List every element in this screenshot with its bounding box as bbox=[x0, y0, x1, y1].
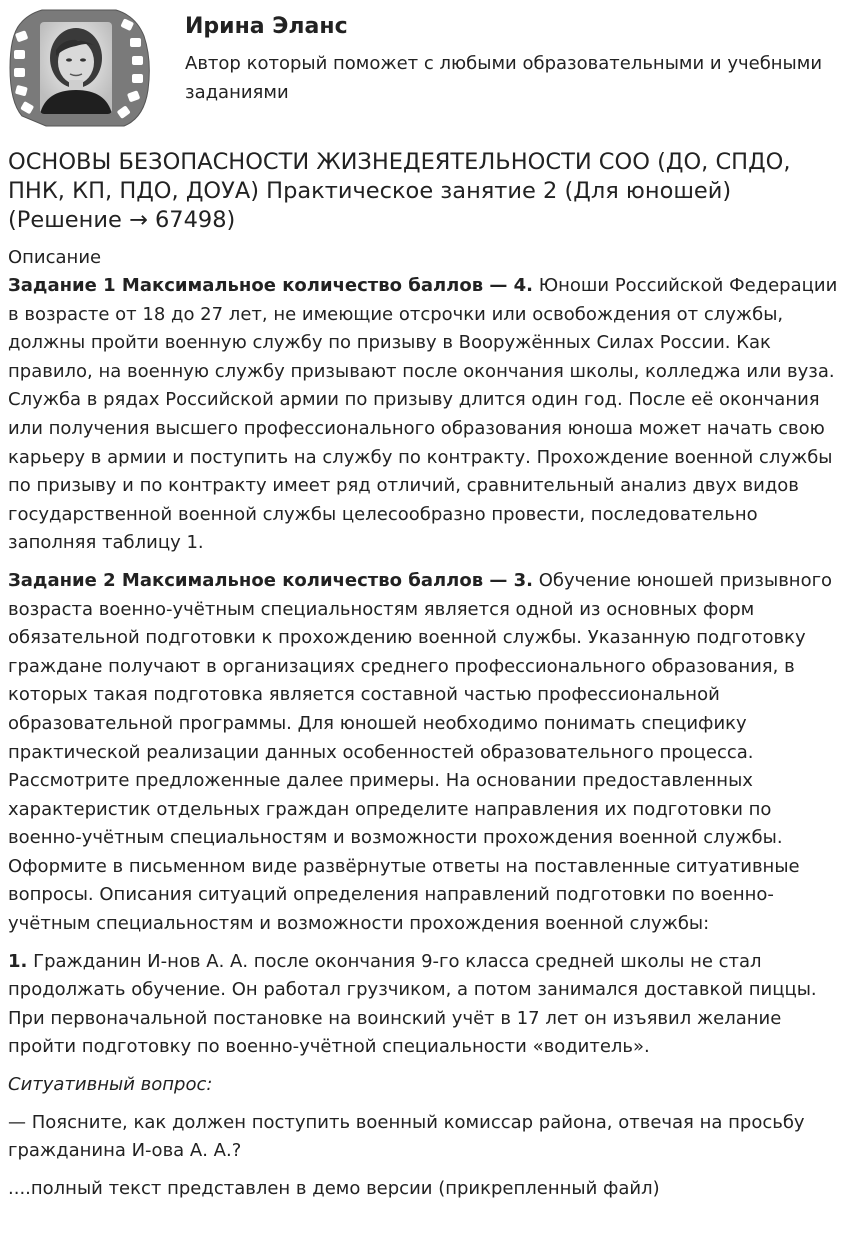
author-header bbox=[0, 0, 847, 140]
task-1-heading: Задание 1 Максимальное количество баллов — 4. bbox=[8, 275, 533, 296]
task-2-text: Обучение юношей призывного возраста военно-учётным специальностям является одной из основных форм обязательной подготовки к прохождению военной службы. Указанную подготовку граждане получают в организациях среднего профессионального образования, в которых такая подготовка является составной частью профессиональной образовательной программы. Для юношей необходимо понимать специфику практической реализации данных особенностей образовательного процесса. Рассмотрите предложенные далее примеры. На основании предоставленных характеристик отдельных граждан определите направления их подготовки по военно-учётным специальностям и возможности прохождения военной службы. Оформите в письменном виде развёрнутые ответы на поставленные ситуативные вопросы. Описания ситуаций определения направлений подготовки по военно-учётным специальностям и возможности прохождения военной службы: bbox=[8, 569, 833, 935]
author-avatar[interactable] bbox=[6, 6, 152, 130]
author-name[interactable]: Ирина Эланс bbox=[185, 14, 348, 39]
document-title: ОСНОВЫ БЕЗОПАСНОСТИ ЖИЗНЕДЕЯТЕЛЬНОСТИ СОО (ДО, СПДО, ПНК, КП, ПДО, ДОУА) Практическое занятие 2 (Для юношей) (Решение → 67498) bbox=[8, 149, 791, 233]
document-body bbox=[8, 148, 840, 1212]
task-1-paragraph bbox=[8, 272, 840, 558]
description-label: Описание bbox=[8, 247, 102, 268]
task-2-heading: Задание 2 Максимальное количество баллов — 3. bbox=[8, 569, 533, 591]
task-1-text: Юноши Российской Федерации в возрасте от 18 до 27 лет, не имеющие отсрочки или освобождения от службы, должны пройти военную службу по призыву в Вооружённых Силах России. Как правило, на военную службу призывают после окончания школы, колледжа или вуза. Служба в рядах Российской армии по призыву длится один год. После её окончания или получения высшего профессионального образования юноша может начать свою карьеру в армии и поступить на службу по контракту. Прохождение военной службы по призыву и по контракту имеет ряд отличий, сравнительный анализ двух видов государственной военной службы целесообразно провести, последовательно заполняя таблицу 1. bbox=[8, 275, 838, 554]
case-1-paragraph bbox=[8, 948, 840, 1062]
case-1-text: Гражданин И-нов А. А. после окончания 9-го класса средней школы не стал продолжать обучение. Он работал грузчиком, а потом занимался доставкой пиццы. При первоначальной постановке на воинский учёт в 17 лет он изъявил желание пройти подготовку по военно-учётной специальности «водитель». bbox=[8, 950, 817, 1058]
task-2-paragraph bbox=[8, 567, 840, 939]
situational-label-text: Ситуативный вопрос: bbox=[8, 1074, 213, 1096]
author-description: Автор который поможет с любыми образовательными и учебными заданиями bbox=[185, 53, 823, 103]
demo-version-note: ....полный текст представлен в демо версии (прикрепленный файл) bbox=[8, 1177, 660, 1199]
case-1-number: 1. bbox=[8, 950, 28, 972]
situational-question-label bbox=[8, 1071, 840, 1100]
film-frame-avatar-image bbox=[6, 6, 152, 130]
question-text: — Поясните, как должен поступить военный комиссар района, отвечая на просьбу гражданина И-ова А. А.? bbox=[8, 1111, 805, 1162]
